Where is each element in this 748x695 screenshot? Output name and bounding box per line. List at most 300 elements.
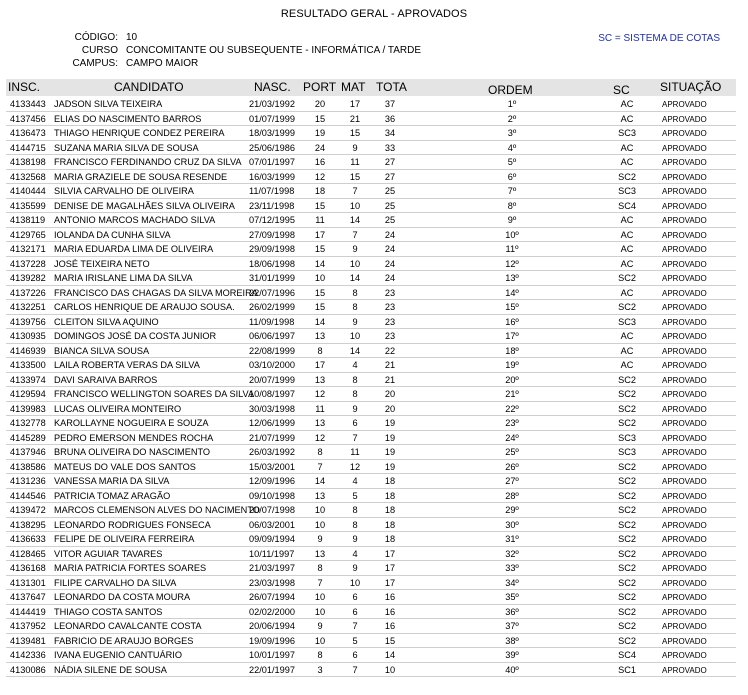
campus-label: CAMPUS: (72, 58, 118, 69)
cell-ordem: 27º (505, 476, 519, 486)
cell-ordem: 18º (505, 345, 519, 356)
cell-ordem: 1º (507, 99, 517, 109)
table-row (6, 286, 736, 301)
cell-nasc: 23/11/1998 (249, 200, 295, 211)
cell-mat: 7 (352, 621, 358, 631)
cell-total: 20 (384, 389, 396, 399)
cell-situacao: APROVADO (662, 419, 707, 428)
cell-sc: SC2 (618, 418, 636, 428)
cell-insc: 4139983 (10, 403, 46, 414)
cell-insc: 4144419 (10, 606, 46, 617)
cell-nasc: 27/09/1998 (249, 229, 295, 240)
table-row (6, 373, 736, 388)
cell-candidato: SILVIA CARVALHO DE OLIVEIRA (54, 186, 194, 196)
cell-insc: 4137952 (10, 621, 46, 631)
cell-candidato: LEONARDO RODRIGUES FONSECA (54, 519, 211, 530)
cell-situacao: APROVADO (662, 578, 707, 588)
cell-nasc: 03/10/2000 (249, 360, 295, 370)
cell-mat: 9 (352, 316, 358, 327)
cell-candidato: LAILA ROBERTA VERAS DA SILVA (54, 360, 200, 370)
cell-situacao: APROVADO (662, 520, 707, 530)
cell-ordem: 23º (505, 418, 519, 428)
cell-nasc: 02/02/2000 (249, 606, 295, 617)
cell-insc: 4138119 (10, 215, 46, 225)
table-row (6, 416, 736, 431)
cell-mat: 17 (349, 99, 361, 109)
cell-candidato: SUZANA MARIA SILVA DE SOUSA (54, 142, 199, 153)
cell-nasc: 22/07/1996 (249, 287, 295, 298)
cell-mat: 4 (352, 476, 358, 486)
cell-mat: 11 (350, 447, 360, 457)
cell-candidato: THIAGO HENRIQUE CONDEZ PEREIRA (54, 128, 225, 138)
cell-insc: 4136473 (10, 128, 46, 138)
cell-port: 18 (314, 186, 326, 196)
table-row (6, 358, 736, 373)
results-table-body (6, 97, 736, 677)
table-row (6, 576, 736, 591)
cell-mat: 8 (352, 519, 358, 530)
cell-nasc: 31/01/1999 (249, 273, 295, 283)
cell-candidato: VITOR AGUIAR TAVARES (54, 548, 163, 559)
quota-legend: SC = SISTEMA DE COTAS (598, 33, 720, 44)
cell-insc: 4142336 (10, 650, 46, 660)
cell-port: 14 (314, 316, 326, 327)
table-row (6, 199, 736, 214)
cell-insc: 4146939 (10, 345, 46, 356)
cell-port: 13 (314, 548, 326, 559)
cell-sc: SC2 (618, 606, 636, 617)
cell-mat: 6 (352, 650, 358, 660)
cell-candidato: FILIPE CARVALHO DA SILVA (54, 577, 177, 588)
cell-insc: 4137226 (10, 287, 46, 298)
cell-nasc: 10/01/1997 (249, 650, 295, 660)
table-row (6, 257, 736, 272)
cell-ordem: 34º (505, 577, 519, 588)
cell-mat: 5 (352, 635, 358, 646)
cell-ordem: 9º (507, 215, 517, 225)
cell-nasc: 30/03/1998 (249, 403, 295, 414)
cell-nasc: 19/09/1996 (249, 635, 295, 646)
cell-mat: 15 (349, 171, 361, 182)
cell-insc: 4131236 (10, 476, 46, 486)
cell-nasc: 09/10/1998 (249, 490, 295, 501)
table-row (6, 242, 736, 257)
header-insc: INSC. (8, 80, 41, 94)
cell-port: 9 (317, 534, 323, 544)
header-ordem: ORDEM (488, 83, 533, 97)
table-row (6, 228, 736, 243)
cell-candidato: MARIA PATRICIA FORTES SOARES (54, 563, 207, 573)
cell-situacao: APROVADO (662, 230, 707, 240)
cell-insc: 4132778 (10, 418, 46, 428)
cell-total: 19 (384, 418, 396, 428)
cell-port: 7 (317, 577, 323, 588)
table-row (6, 126, 736, 141)
cell-situacao: APROVADO (662, 433, 707, 443)
cell-port: 20 (314, 99, 326, 109)
cell-sc: SC2 (618, 302, 636, 312)
cell-sc: SC2 (618, 635, 636, 646)
cell-candidato: FRANCISCO WELLINGTON SOARES DA SILVA (54, 389, 255, 399)
header-candidato: CANDIDATO (114, 80, 184, 94)
cell-sc: AC (620, 345, 634, 356)
cell-nasc: 07/01/1997 (249, 157, 295, 167)
cell-port: 13 (314, 331, 326, 341)
cell-total: 23 (384, 287, 396, 298)
cell-candidato: THIAGO COSTA SANTOS (54, 606, 163, 617)
cell-candidato: VANESSA MARIA DA SILVA (54, 476, 170, 486)
cell-ordem: 32º (505, 548, 519, 559)
cell-sc: SC2 (618, 577, 636, 588)
cell-candidato: DENISE DE MAGALHÃES SILVA OLIVEIRA (54, 200, 235, 211)
cell-ordem: 35º (505, 592, 519, 602)
cell-port: 10 (314, 519, 326, 530)
cell-mat: 14 (349, 345, 361, 356)
cell-total: 15 (384, 635, 396, 646)
cell-mat: 12 (349, 461, 361, 472)
cell-total: 14 (384, 650, 396, 660)
cell-situacao: APROVADO (662, 114, 707, 124)
cell-candidato: LEONARDO DA COSTA MOURA (54, 592, 191, 602)
cell-total: 37 (384, 99, 396, 109)
cell-sc: SC2 (618, 505, 636, 515)
cell-sc: SC2 (618, 461, 636, 472)
cell-sc: SC2 (618, 171, 636, 182)
cell-total: 27 (384, 171, 396, 182)
cell-mat: 9 (352, 563, 358, 573)
cell-nasc: 26/03/1992 (249, 447, 295, 457)
cell-insc: 4139282 (10, 273, 46, 283)
header-sc: SC (613, 83, 630, 97)
cell-ordem: 25º (505, 447, 519, 457)
table-row (6, 474, 736, 489)
cell-sc: AC (620, 157, 634, 167)
cell-insc: 4133974 (10, 374, 46, 385)
cell-ordem: 10º (505, 229, 519, 240)
cell-situacao: APROVADO (662, 651, 707, 660)
cell-total: 16 (384, 592, 396, 602)
cell-ordem: 19º (505, 360, 519, 370)
cell-sc: SC2 (618, 403, 636, 414)
cell-nasc: 29/09/1998 (249, 244, 295, 254)
table-row (6, 445, 736, 460)
cell-ordem: 33º (505, 563, 519, 573)
cell-situacao: APROVADO (662, 303, 707, 312)
cell-ordem: 8º (507, 200, 517, 211)
cell-port: 24 (314, 142, 326, 153)
cell-sc: SC2 (618, 273, 636, 283)
cell-candidato: MARIA EDUARDA LIMA DE OLIVEIRA (54, 244, 214, 254)
cell-situacao: APROVADO (662, 361, 707, 370)
cell-ordem: 40º (505, 664, 519, 675)
cell-ordem: 24º (505, 432, 519, 443)
cell-mat: 9 (352, 403, 358, 414)
cell-insc: 4136168 (10, 563, 46, 573)
cell-insc: 4140444 (10, 186, 46, 196)
cell-total: 25 (384, 186, 396, 196)
cell-ordem: 20º (505, 374, 519, 385)
cell-insc: 4137946 (10, 447, 46, 457)
cell-mat: 15 (349, 128, 361, 138)
cell-ordem: 5º (507, 157, 517, 167)
cell-insc: 4137647 (10, 592, 46, 602)
cell-ordem: 15º (505, 302, 519, 312)
cell-sc: SC2 (618, 563, 636, 573)
table-row (6, 648, 736, 663)
cell-total: 17 (384, 548, 396, 559)
cell-nasc: 07/12/1995 (249, 215, 295, 225)
cell-situacao: APROVADO (662, 332, 707, 341)
cell-nasc: 22/01/1997 (249, 664, 295, 675)
table-row (6, 329, 736, 344)
cell-mat: 5 (352, 490, 358, 501)
cell-insc: 4132171 (10, 244, 46, 254)
cell-ordem: 6º (507, 171, 517, 182)
cell-port: 10 (314, 273, 326, 283)
cell-nasc: 21/03/1997 (249, 563, 295, 573)
cell-ordem: 37º (505, 621, 519, 631)
header-situacao: SITUAÇÃO (660, 80, 722, 94)
table-row (6, 561, 736, 576)
cell-mat: 14 (349, 215, 361, 225)
cell-candidato: IVANA EUGENIO CANTUÁRIO (54, 650, 182, 660)
cell-port: 12 (314, 432, 326, 443)
table-header (6, 79, 736, 96)
cell-total: 25 (384, 215, 396, 225)
cell-mat: 7 (352, 432, 358, 443)
cell-candidato: FRANCISCO DAS CHAGAS DA SILVA MOREIRA (54, 287, 258, 298)
cell-insc: 4144715 (10, 142, 46, 153)
cell-sc: AC (620, 287, 634, 298)
table-row (6, 155, 736, 170)
cell-situacao: APROVADO (662, 506, 707, 515)
cell-situacao: APROVADO (662, 346, 707, 356)
cell-ordem: 30º (505, 519, 519, 530)
cell-total: 24 (384, 258, 396, 269)
cell-candidato: FRANCISCO FERDINANDO CRUZ DA SILVA (54, 157, 242, 167)
cell-situacao: APROVADO (662, 477, 707, 486)
cell-mat: 10 (349, 331, 361, 341)
cell-insc: 4139472 (10, 505, 46, 515)
cell-total: 16 (384, 621, 396, 631)
cell-candidato: DAVI SARAIVA BARROS (54, 374, 158, 385)
cell-insc: 4138586 (10, 461, 46, 472)
cell-mat: 6 (352, 418, 358, 428)
table-row (6, 547, 736, 562)
cell-insc: 4139756 (10, 316, 46, 327)
cell-candidato: JADSON SILVA TEIXEIRA (54, 99, 163, 109)
cell-insc: 4135599 (10, 200, 46, 211)
cell-mat: 7 (352, 664, 358, 675)
cell-insc: 4137228 (10, 258, 46, 269)
cell-ordem: 31º (505, 534, 519, 544)
cell-sc: SC3 (618, 447, 636, 457)
cell-sc: SC2 (618, 476, 636, 486)
cell-nasc: 18/03/1999 (249, 128, 295, 138)
cell-nasc: 01/07/1999 (249, 113, 295, 124)
cell-mat: 6 (352, 592, 358, 602)
cell-mat: 7 (352, 229, 358, 240)
cell-nasc: 21/07/1999 (249, 432, 295, 443)
cell-candidato: ANTONIO MARCOS MACHADO SILVA (54, 215, 216, 225)
cell-ordem: 12º (505, 258, 519, 269)
cell-port: 12 (314, 389, 326, 399)
cell-total: 36 (384, 113, 396, 124)
cell-mat: 10 (349, 200, 361, 211)
cell-port: 7 (317, 461, 323, 472)
cell-situacao: APROVADO (662, 216, 707, 225)
cell-total: 18 (384, 505, 396, 515)
cell-insc: 4133443 (10, 99, 46, 109)
cell-mat: 8 (352, 374, 358, 385)
cell-insc: 4129594 (10, 389, 46, 399)
cell-nasc: 26/02/1999 (249, 302, 295, 312)
cell-candidato: KAROLLAYNE NOGUEIRA E SOUZA (54, 418, 209, 428)
cell-insc: 4145289 (10, 432, 46, 443)
cell-total: 21 (384, 374, 396, 385)
cell-total: 20 (384, 403, 396, 414)
cell-total: 18 (384, 476, 396, 486)
table-row (6, 213, 736, 228)
cell-candidato: CARLOS HENRIQUE DE ARAUJO SOUSA. (54, 302, 235, 312)
cell-situacao: APROVADO (662, 143, 707, 153)
cell-sc: SC2 (618, 534, 636, 544)
cell-insc: 4129765 (10, 229, 46, 240)
cell-total: 23 (384, 331, 396, 341)
cell-mat: 8 (352, 505, 358, 515)
cell-situacao: APROVADO (662, 158, 707, 167)
table-row (6, 170, 736, 185)
cell-total: 17 (384, 563, 396, 573)
header-mat: MAT (341, 80, 366, 94)
cell-insc: 4133500 (10, 360, 46, 370)
cell-situacao: APROVADO (662, 665, 707, 675)
cell-nasc: 23/03/1998 (249, 577, 295, 588)
cell-total: 17 (384, 577, 396, 588)
cell-port: 15 (314, 287, 326, 298)
table-row (6, 271, 736, 286)
cell-sc: SC1 (618, 664, 636, 675)
cell-nasc: 20/06/1994 (249, 621, 295, 631)
cell-sc: SC3 (618, 128, 636, 138)
cell-situacao: APROVADO (662, 317, 707, 327)
cell-insc: 4132568 (10, 171, 46, 182)
cell-mat: 6 (352, 606, 358, 617)
cell-nasc: 10/08/1997 (249, 389, 295, 399)
cell-candidato: FELIPE DE OLIVEIRA FERREIRA (54, 534, 195, 544)
cell-sc: SC2 (618, 389, 636, 399)
cell-sc: AC (620, 258, 634, 269)
cell-ordem: 16º (505, 316, 519, 327)
cell-nasc: 20/07/1998 (249, 505, 295, 515)
cell-total: 27 (384, 157, 396, 167)
cell-sc: AC (620, 113, 634, 124)
cell-insc: 4136633 (10, 534, 46, 544)
cell-nasc: 16/03/1999 (249, 171, 295, 182)
table-row (6, 97, 736, 112)
cell-nasc: 12/06/1999 (249, 418, 295, 428)
cell-candidato: PEDRO EMERSON MENDES ROCHA (54, 432, 214, 443)
cell-sc: SC3 (618, 432, 636, 443)
cell-insc: 4139481 (10, 635, 46, 646)
cell-port: 11 (315, 215, 325, 225)
table-row (6, 518, 736, 533)
cell-insc: 4130935 (10, 331, 46, 341)
cell-total: 10 (384, 664, 396, 675)
cell-nasc: 10/11/1997 (249, 548, 295, 559)
cell-port: 17 (314, 229, 326, 240)
cell-situacao: APROVADO (662, 172, 707, 182)
cell-ordem: 36º (505, 606, 519, 617)
cell-situacao: APROVADO (662, 288, 707, 298)
table-row (6, 489, 736, 504)
cell-sc: AC (620, 331, 634, 341)
cell-total: 25 (384, 200, 396, 211)
cell-port: 11 (315, 403, 325, 414)
cell-mat: 9 (352, 142, 358, 153)
cell-total: 23 (384, 302, 396, 312)
cell-mat: 8 (352, 302, 358, 312)
cell-port: 10 (314, 592, 326, 602)
cell-total: 22 (384, 345, 396, 356)
cell-mat: 11 (350, 157, 360, 167)
cell-situacao: APROVADO (662, 636, 707, 646)
cell-nasc: 21/03/1992 (249, 99, 295, 109)
cell-ordem: 28º (505, 490, 519, 501)
cell-sc: SC2 (618, 548, 636, 559)
table-row (6, 344, 736, 359)
cell-insc: 4138198 (10, 157, 46, 167)
cell-port: 10 (314, 505, 326, 515)
cell-mat: 4 (352, 360, 358, 370)
cell-sc: SC2 (618, 519, 636, 530)
cell-candidato: MARCOS CLEMENSON ALVES DO NACIMENTO (54, 505, 260, 515)
table-row (6, 532, 736, 547)
cell-candidato: FABRICIO DE ARAUJO BORGES (54, 635, 194, 646)
curso-label: CURSO (81, 45, 118, 56)
cell-total: 23 (384, 316, 396, 327)
cell-mat: 21 (349, 113, 361, 124)
table-row (6, 605, 736, 620)
cell-candidato: JOSÉ TEIXEIRA NETO (54, 258, 150, 269)
cell-insc: 4130086 (10, 664, 46, 675)
cell-nasc: 22/08/1999 (249, 345, 295, 356)
cell-mat: 4 (352, 548, 358, 559)
table-row (6, 590, 736, 605)
table-row (6, 503, 736, 518)
cell-situacao: APROVADO (662, 375, 707, 385)
cell-port: 16 (314, 157, 326, 167)
table-row (6, 663, 736, 678)
cell-sc: SC3 (618, 316, 636, 327)
cell-insc: 4131301 (10, 577, 46, 588)
header-port: PORT (303, 80, 337, 94)
table-row (6, 387, 736, 402)
cell-ordem: 29º (505, 505, 519, 515)
cell-candidato: CLEITON SILVA AQUINO (54, 316, 159, 327)
cell-ordem: 4º (507, 142, 517, 153)
table-row (6, 431, 736, 446)
cell-situacao: APROVADO (662, 491, 707, 501)
cell-mat: 10 (349, 577, 361, 588)
cell-candidato: PATRICIA TOMAZ ARAGÃO (54, 490, 171, 501)
cell-total: 18 (384, 490, 396, 501)
cell-candidato: BRUNA OLIVEIRA DO NASCIMENTO (54, 447, 211, 457)
cell-port: 13 (314, 374, 326, 385)
cell-candidato: LUCAS OLIVEIRA MONTEIRO (54, 403, 182, 414)
cell-sc: SC4 (618, 650, 636, 660)
header-nasc: NASC. (254, 80, 291, 94)
